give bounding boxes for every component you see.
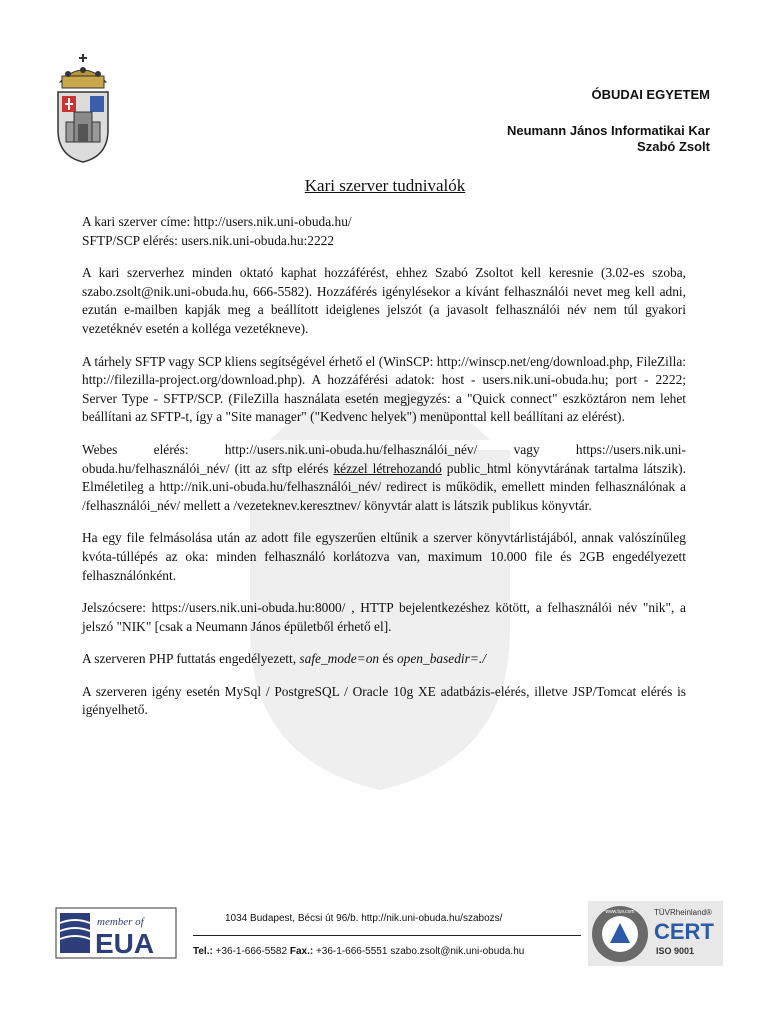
author-name: Szabó Zsolt xyxy=(637,139,710,154)
server-address-line: A kari szerver címe: http://users.nik.uni-obuda.hu/ xyxy=(82,214,352,229)
open-basedir-setting: open_basedir=./ xyxy=(396,651,486,667)
paragraph-sftp: A tárhely SFTP vagy SCP kliens segítségével érhető el (WinSCP: http://winscp.net/eng/download.php, FileZilla: http://filezilla-project.org/download.php). A hozzáférési adatok: host - users.nik.uni-obuda.hu; port - 2222; Server Type - SFTP/SCP. (FileZilla használata esetén megjegyzés: a "Quick connect" eszköztáron nem lehet beállítani az SFTP-t, így a "Site manager" ("Kedvenc helyek") menüponttal kell beállítani az elérést). xyxy=(82,353,686,425)
paragraph-password: Jelszócsere: https://users.nik.uni-obuda.hu:8000/ , HTTP bejelentkezéshez kötött, a felhasználói név "nik", a jelszó "NIK" [csak a Neumann János épületből érhető el]. xyxy=(82,600,686,634)
web-access-text-a: Webes elérés: http://users.nik.uni-obuda.hu/felhasználói_név/ vagy https://users.nik.uni-obuda.hu/felhasználói_név/ (itt az sftp elérés xyxy=(82,441,686,476)
faculty-name: Neumann János Informatikai Kar xyxy=(507,123,710,138)
fax-label: Fax.: xyxy=(289,946,314,957)
php-text-b: és xyxy=(379,651,397,667)
tuv-cert-logo xyxy=(588,901,723,966)
web-access-text-b: public_html könyvtárának tartalma látszik). Elméletileg a http://nik.uni-obuda.hu/felhasználói_név/ redirect is működik, emellett minden felhasználónak a /felhasználói_név/ mellett a /vezeteknev.keresztnev/ könyvtár alatt is látszik publikus könyvtár. xyxy=(82,460,686,513)
document-body xyxy=(82,213,686,734)
fax-email: +36-1-666-5551 szabo.zsolt@nik.uni-obuda.hu xyxy=(313,946,525,957)
paragraph-web-access xyxy=(82,441,686,515)
safe-mode-setting: safe_mode=on xyxy=(299,651,380,667)
php-text-a: A szerveren PHP futtatás engedélyezett, xyxy=(82,651,300,667)
tuv-brand-text: TÜVRheinland® xyxy=(654,908,712,917)
tel-number: +36-1-666-5582 xyxy=(212,946,290,957)
paragraph-access: A kari szerverhez minden oktató kaphat hozzáférést, ehhez Szabó Zsoltot kell keresnie (3.02-es szoba, szabo.zsolt@nik.uni-obuda.hu, 666-5582). Hozzáférés igénylésekor a kívánt felhasználói nevet meg kell adni, ezután e-mailben kapják meg a beállított ideiglenes jelszót (a javasolt felhasználói név nem túl gyakori vezetéknév esetén a kolléga vezetékneve). xyxy=(82,265,686,336)
page-title: Kari szerver tudnivalók xyxy=(304,176,466,195)
footer-contact xyxy=(193,946,524,957)
university-crest-logo xyxy=(52,52,114,164)
footer-divider xyxy=(193,935,581,936)
paragraph-php xyxy=(82,650,686,669)
eua-member-logo xyxy=(55,907,177,959)
paragraph-database: A szerveren igény esetén MySql / PostgreSQL / Oracle 10g XE adatbázis-elérés, illetve JSP/Tomcat elérés is igényelhető. xyxy=(82,683,686,718)
eua-text: EUA xyxy=(95,928,155,959)
eua-member-text: member of xyxy=(97,916,144,928)
paragraph-quota: Ha egy file felmásolása után az adott file egyszerűen eltűnik a szerver könyvtárlistájából, annak valószínűleg kvóta-túllépés az oka: minden felhasználó korlátozva van, maximum 10.000 file és 2GB engedélyezett felhasználónként. xyxy=(82,530,686,583)
iso-text: ISO 9001 xyxy=(656,946,695,956)
paragraph-server-info xyxy=(82,213,686,250)
university-name: ÓBUDAI EGYETEM xyxy=(591,87,710,102)
cert-text: CERT xyxy=(654,919,714,944)
tel-label: Tel.: xyxy=(193,946,213,957)
footer-address: 1034 Budapest, Bécsi út 96/b. http://nik.uni-obuda.hu/szabozs/ xyxy=(225,913,503,924)
manual-create-emphasis: kézzel létrehozandó xyxy=(333,460,442,476)
tuv-url-text: www.tuv.com xyxy=(605,909,635,915)
sftp-address-line: SFTP/SCP elérés: users.nik.uni-obuda.hu:2222 xyxy=(82,232,335,248)
